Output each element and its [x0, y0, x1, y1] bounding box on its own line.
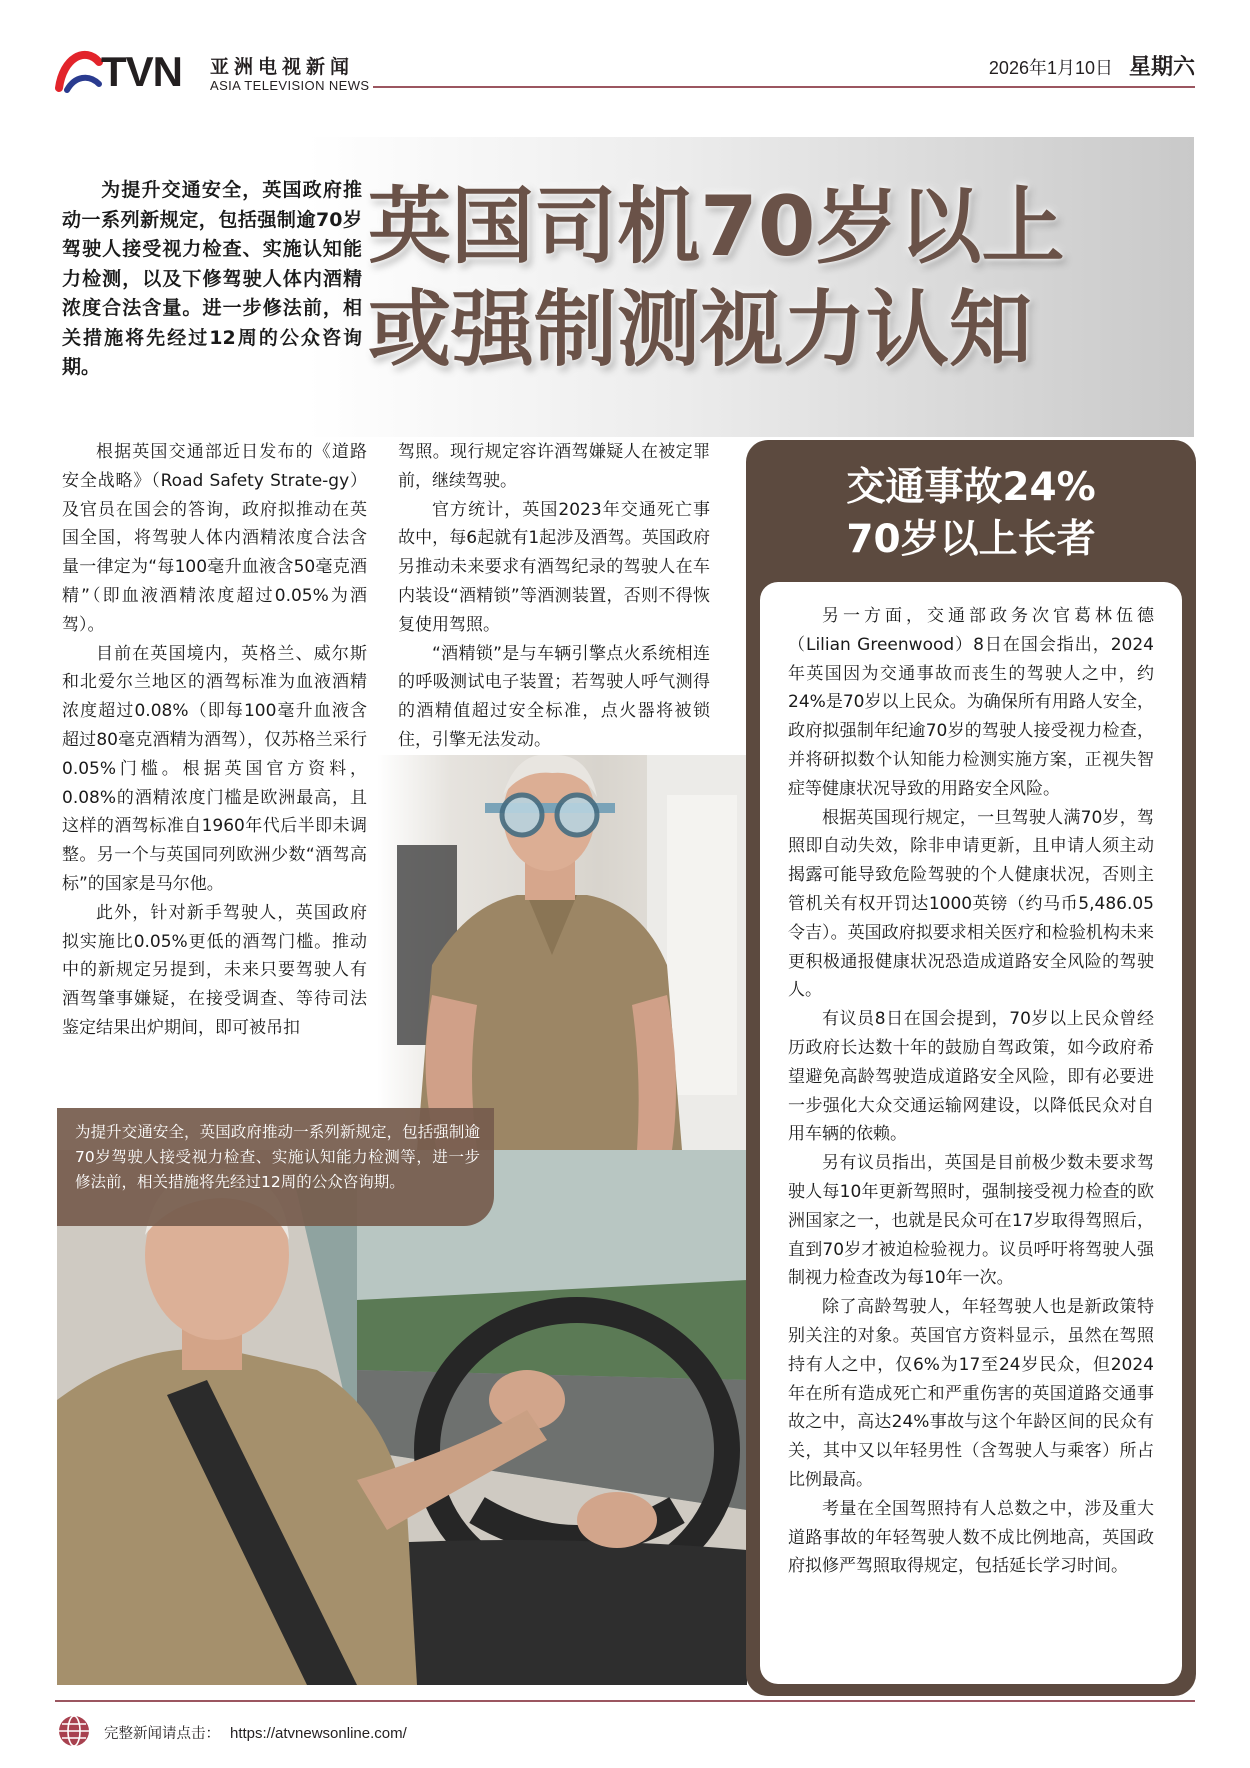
sidebar-paragraph-1: 另一方面，交通部政务次官葛林伍德（Lilian Greenwood）8日在国会指出，2024年英国因为交通事故而丧生的驾驶人之中，约24%是70岁以上民众。为确保所有用路人安全，政府拟强制年纪逾70岁的驾驶人接受视力检查，并将研拟数个认知能力检测实施方案，正视失智症等健康状况导致的用路安全风险。	[788, 606, 1154, 799]
footer-divider	[55, 1700, 1195, 1702]
sidebar-title-line-1: 交通事故24%	[846, 465, 1096, 510]
col1-paragraph-1: 根据英国交通部近日发布的《道路安全战略》（Road Safety Strate-gy）及官员在国会的答询，政府拟推动在英国全国，将驾驶人体内酒精浓度合法含量一律定为“每100毫升血液含50毫克酒精”（即血液酒精浓度超过0.05%为酒驾）。	[62, 442, 367, 635]
photo-caption: 为提升交通安全，英国政府推动一系列新规定，包括强制逾70岁驾驶人接受视力检查、实施认知能力检测等，进一步修法前，相关措施将先经过12周的公众咨询期。	[57, 1108, 494, 1226]
logo-text: TVN	[101, 48, 182, 94]
headline-line-1: 英国司机70岁以上	[368, 178, 1065, 275]
footer-link[interactable]: https://atvnewsonline.com/	[230, 1725, 407, 1742]
col1-paragraph-2: 目前在英国境内，英格兰、威尔斯和北爱尔兰地区的酒驾标准为血液酒精浓度超过0.08%（即每100毫升血液含超过80毫克酒精为酒驾），仅苏格兰采行0.05%门槛。根据英国官方资料，0.08%的酒精浓度门槛是欧洲最高，且这样的酒驾标准自1960年代后半即未调整。另一个与英国同列欧洲少数“酒驾高标”的国家是马尔他。	[62, 643, 367, 894]
sidebar-title	[746, 462, 1196, 566]
issue-weekday: 星期六	[1128, 55, 1195, 80]
lede-paragraph	[62, 176, 362, 383]
atvn-logo[interactable]	[55, 48, 205, 94]
headline	[368, 175, 1198, 381]
lede-text: 为提升交通安全，英国政府推动一系列新规定，包括强制逾70岁驾驶人接受视力检查、实施认知能力检测，以及下修驾驶人体内酒精浓度合法含量。进一步修法前，相关措施将先经过12周的公众咨询期。	[62, 179, 362, 378]
article-column-1	[62, 438, 367, 1043]
sidebar-text	[788, 602, 1154, 1581]
masthead	[55, 42, 1195, 102]
brand-name-cn: 亚洲电视新闻	[210, 56, 355, 78]
sidebar-content	[760, 582, 1182, 1684]
photo-driving	[57, 1150, 747, 1685]
sidebar-paragraph-3: 有议员8日在国会提到，70岁以上民众曾经历政府长达数十年的鼓励自驾政策，如今政府希望避免高龄驾驶造成道路安全风险，即有必要进一步强化大众交通运输网建设，以降低民众对自用车辆的依赖。	[788, 1009, 1154, 1145]
sidebar-title-line-2: 70岁以上长者	[846, 517, 1096, 562]
sidebar-paragraph-4: 另有议员指出，英国是目前极少数未要求驾驶人每10年更新驾照时，强制接受视力检查的欧洲国家之一，也就是民众可在17岁取得驾照后，直到70岁才被迫检验视力。议员呼吁将驾驶人强制视力检查改为每10年一次。	[788, 1153, 1154, 1289]
photo-eye-exam	[377, 755, 747, 1150]
col2-paragraph-3: “酒精锁”是与车辆引擎点火系统相连的呼吸测试电子装置；若驾驶人呼气测得的酒精值超过安全标准，点火器将被锁住，引擎无法发动。	[398, 643, 710, 750]
sidebar-paragraph-2: 根据英国现行规定，一旦驾驶人满70岁，驾照即自动失效，除非申请更新，且申请人须主动揭露可能导致危险驾驶的个人健康状况，否则主管机关有权开罚达1000英镑（约马币5,486.05令吉）。英国政府拟要求相关医疗和检验机构未来更积极通报健康状况恐造成道路安全风险的驾驶人。	[788, 807, 1154, 1001]
col2-paragraph-1: 驾照。现行规定容许酒驾嫌疑人在被定罪前，继续驾驶。	[398, 442, 710, 491]
col1-paragraph-3: 此外，针对新手驾驶人，英国政府拟实施比0.05%更低的酒驾门槛。推动中的新规定另提到，未来只要驾驶人有酒驾肇事嫌疑，在接受调查、等待司法鉴定结果出炉期间，即可被吊扣	[62, 902, 367, 1038]
elderly-man-eye-test-illustration	[377, 755, 747, 1150]
footer-text	[104, 1722, 407, 1743]
col2-paragraph-2: 官方统计，英国2023年交通死亡事故中，每6起就有1起涉及酒驾。英国政府另推动未来要求有酒驾纪录的驾驶人在车内装设“酒精锁”等酒测装置，否则不得恢复使用驾照。	[398, 499, 710, 635]
sidebar-paragraph-5: 除了高龄驾驶人，年轻驾驶人也是新政策特别关注的对象。英国官方资料显示，虽然在驾照持有人之中，仅6%为17至24岁民众，但2024年在所有造成死亡和严重伤害的英国道路交通事故之中，高达24%事故与这个年龄区间的民众有关，其中又以年轻男性（含驾驶人与乘客）所占比例最高。	[788, 1297, 1154, 1490]
elderly-man-driving-illustration	[57, 1150, 747, 1685]
article-column-2	[398, 438, 710, 755]
header-divider	[373, 86, 1195, 88]
headline-line-2: 或强制测视力认知	[368, 281, 1032, 378]
sidebar-box	[746, 440, 1196, 1696]
footer-label: 完整新闻请点击：	[104, 1726, 220, 1742]
issue-date: 2026年1月10日	[988, 58, 1113, 78]
globe-icon	[57, 1714, 91, 1748]
sidebar-paragraph-6: 考量在全国驾照持有人总数之中，涉及重大道路事故的年轻驾驶人数不成比例地高，英国政府拟修严驾照取得规定，包括延长学习时间。	[788, 1498, 1154, 1577]
brand-name-en: ASIA TELEVISION NEWS	[210, 78, 370, 93]
